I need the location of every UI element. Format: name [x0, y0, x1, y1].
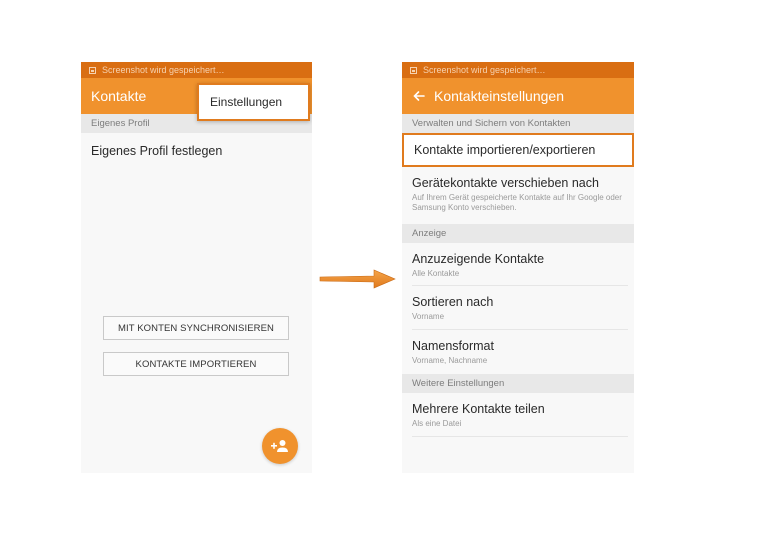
- item-title: Kontakte importieren/exportieren: [414, 143, 596, 157]
- item-title: Gerätekontakte verschieben nach: [412, 176, 599, 190]
- app-title: Kontakte: [91, 88, 147, 104]
- contacts-screen: [81, 62, 312, 473]
- item-subtitle: Als eine Datei: [412, 419, 462, 428]
- section-label: Eigenes Profil: [91, 118, 150, 129]
- screenshot-icon: [410, 67, 417, 74]
- status-bar: [81, 62, 312, 78]
- item-subtitle: Vorname: [412, 312, 445, 321]
- contact-settings-screen: [402, 62, 634, 473]
- sync-accounts-button[interactable]: MIT KONTEN SYNCHRONISIEREN: [103, 316, 289, 340]
- status-text: Screenshot wird gespeichert…: [423, 65, 546, 75]
- item-title: Sortieren nach: [412, 295, 494, 309]
- share-contacts-item[interactable]: [402, 393, 634, 437]
- sort-by-item[interactable]: [402, 286, 634, 330]
- section-label: Weitere Einstellungen: [412, 378, 505, 389]
- item-title: Anzuzeigende Kontakte: [412, 252, 545, 266]
- import-export-item[interactable]: [402, 133, 634, 167]
- item-subtitle: Auf Ihrem Gerät gespeicherte Kontakte auf Ihr Google oder Samsung Konto verschieben.: [412, 193, 622, 212]
- item-subtitle: Vorname, Nachname: [412, 356, 488, 365]
- menu-item-label: Einstellungen: [210, 95, 283, 109]
- name-format-item[interactable]: [402, 330, 634, 374]
- section-label: Anzeige: [412, 228, 447, 239]
- item-subtitle: Alle Kontakte: [412, 269, 460, 278]
- add-contact-icon: [271, 439, 289, 453]
- contacts-to-display-item[interactable]: [402, 243, 634, 286]
- menu-item-settings[interactable]: [197, 83, 310, 121]
- move-contacts-item[interactable]: [402, 167, 634, 224]
- status-text: Screenshot wird gespeichert…: [102, 65, 225, 75]
- section-header-display: [402, 224, 634, 243]
- right-arrow-icon: [318, 266, 398, 292]
- status-bar: [402, 62, 634, 78]
- section-header-more: [402, 374, 634, 393]
- back-arrow-icon[interactable]: [412, 89, 426, 103]
- app-bar: [402, 78, 634, 114]
- section-label: Verwalten und Sichern von Kontakten: [412, 118, 571, 129]
- screenshot-icon: [89, 67, 96, 74]
- item-title: Namensformat: [412, 339, 494, 353]
- add-contact-button[interactable]: [262, 428, 298, 464]
- import-contacts-button[interactable]: KONTAKTE IMPORTIEREN: [103, 352, 289, 376]
- app-title: Kontakteinstellungen: [434, 88, 564, 104]
- set-profile-item[interactable]: Eigenes Profil festlegen: [91, 144, 223, 158]
- divider: [412, 436, 628, 437]
- item-title: Mehrere Kontakte teilen: [412, 402, 545, 416]
- section-header-manage: [402, 114, 634, 133]
